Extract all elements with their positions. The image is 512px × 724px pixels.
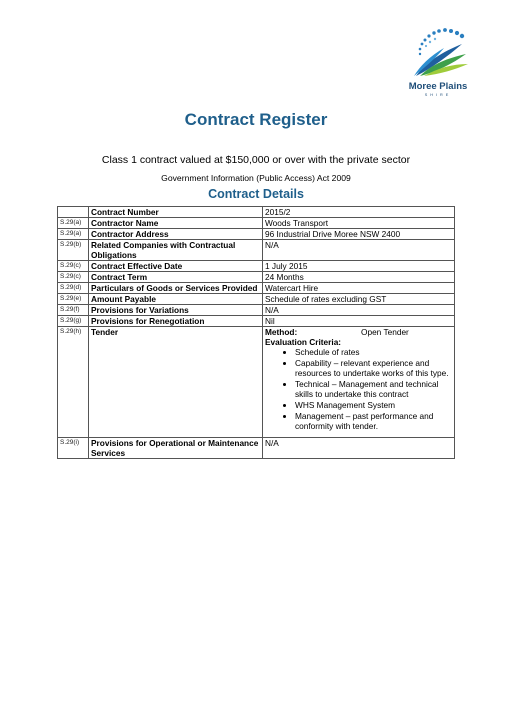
table-row bbox=[58, 229, 455, 240]
field-label: Contract Effective Date bbox=[89, 261, 263, 272]
section-ref bbox=[58, 207, 89, 218]
table-row bbox=[58, 218, 455, 229]
field-value: 2015/2 bbox=[263, 207, 455, 218]
tender-details bbox=[263, 327, 455, 438]
evaluation-criteria-label: Evaluation Criteria: bbox=[265, 337, 342, 347]
table-row bbox=[58, 316, 455, 327]
field-label: Contract Term bbox=[89, 272, 263, 283]
list-item: • WHS Management System bbox=[295, 400, 452, 410]
section-heading: Contract Details bbox=[208, 187, 304, 201]
field-label: Amount Payable bbox=[89, 294, 263, 305]
field-value: 1 July 2015 bbox=[263, 261, 455, 272]
field-value: Schedule of rates excluding GST bbox=[263, 294, 455, 305]
logo-name: Moree Plains bbox=[408, 81, 468, 92]
contract-details-table bbox=[57, 206, 455, 459]
field-label: Contractor Address bbox=[89, 229, 263, 240]
table-row bbox=[58, 283, 455, 294]
section-ref: S.29(d) bbox=[58, 283, 89, 294]
shire-logo-mark bbox=[402, 26, 474, 82]
field-label: Contract Number bbox=[89, 207, 263, 218]
table-row bbox=[58, 261, 455, 272]
field-label: Provisions for Operational or Maintenance Services bbox=[89, 438, 263, 459]
section-ref: S.29(b) bbox=[58, 240, 89, 261]
field-value: 24 Months bbox=[263, 272, 455, 283]
list-item: • Management – past performance and conformity with tender. bbox=[295, 411, 452, 431]
section-ref: S.29(g) bbox=[58, 316, 89, 327]
section-ref: S.29(i) bbox=[58, 438, 89, 459]
section-ref: S.29(e) bbox=[58, 294, 89, 305]
field-value: N/A bbox=[263, 438, 455, 459]
table-row bbox=[58, 272, 455, 283]
table-row bbox=[58, 305, 455, 316]
tender-row bbox=[58, 327, 455, 438]
section-ref: S.29(h) bbox=[58, 327, 89, 438]
list-item: • Technical – Management and technical skills to undertake this contract bbox=[295, 379, 452, 399]
field-label: Tender bbox=[89, 327, 263, 438]
table-row bbox=[58, 207, 455, 218]
field-value: Woods Transport bbox=[263, 218, 455, 229]
list-item: • Schedule of rates bbox=[295, 347, 452, 357]
section-ref: S.29(f) bbox=[58, 305, 89, 316]
evaluation-criteria-list bbox=[265, 347, 452, 431]
field-label: Related Companies with Contractual Obligations bbox=[89, 240, 263, 261]
field-value: Watercart Hire bbox=[263, 283, 455, 294]
tender-method bbox=[265, 327, 452, 337]
field-value: 96 Industrial Drive Moree NSW 2400 bbox=[263, 229, 455, 240]
page-title: Contract Register bbox=[184, 110, 328, 129]
table-row bbox=[58, 294, 455, 305]
method-value: Open Tender bbox=[361, 327, 409, 337]
section-ref: S.29(a) bbox=[58, 218, 89, 229]
field-label: Provisions for Variations bbox=[89, 305, 263, 316]
section-ref: S.29(a) bbox=[58, 229, 89, 240]
field-label: Provisions for Renegotiation bbox=[89, 316, 263, 327]
field-label: Contractor Name bbox=[89, 218, 263, 229]
method-label: Method: bbox=[265, 327, 298, 337]
table-row bbox=[58, 240, 455, 261]
shire-logo bbox=[402, 26, 474, 106]
field-value: N/A bbox=[263, 240, 455, 261]
field-label: Particulars of Goods or Services Provided bbox=[89, 283, 263, 294]
list-item: • Capability – relevant experience and resources to undertake works of this type. bbox=[295, 358, 452, 378]
field-value: Nil bbox=[263, 316, 455, 327]
logo-subtitle: SHIRE bbox=[424, 93, 452, 97]
contract-class-line: Class 1 contract valued at $150,000 or over with the private sector bbox=[101, 154, 411, 166]
section-ref: S.29(c) bbox=[58, 272, 89, 283]
table-row bbox=[58, 438, 455, 459]
section-ref: S.29(c) bbox=[58, 261, 89, 272]
field-value: N/A bbox=[263, 305, 455, 316]
act-line: Government Information (Public Access) Act 2009 bbox=[161, 173, 351, 183]
